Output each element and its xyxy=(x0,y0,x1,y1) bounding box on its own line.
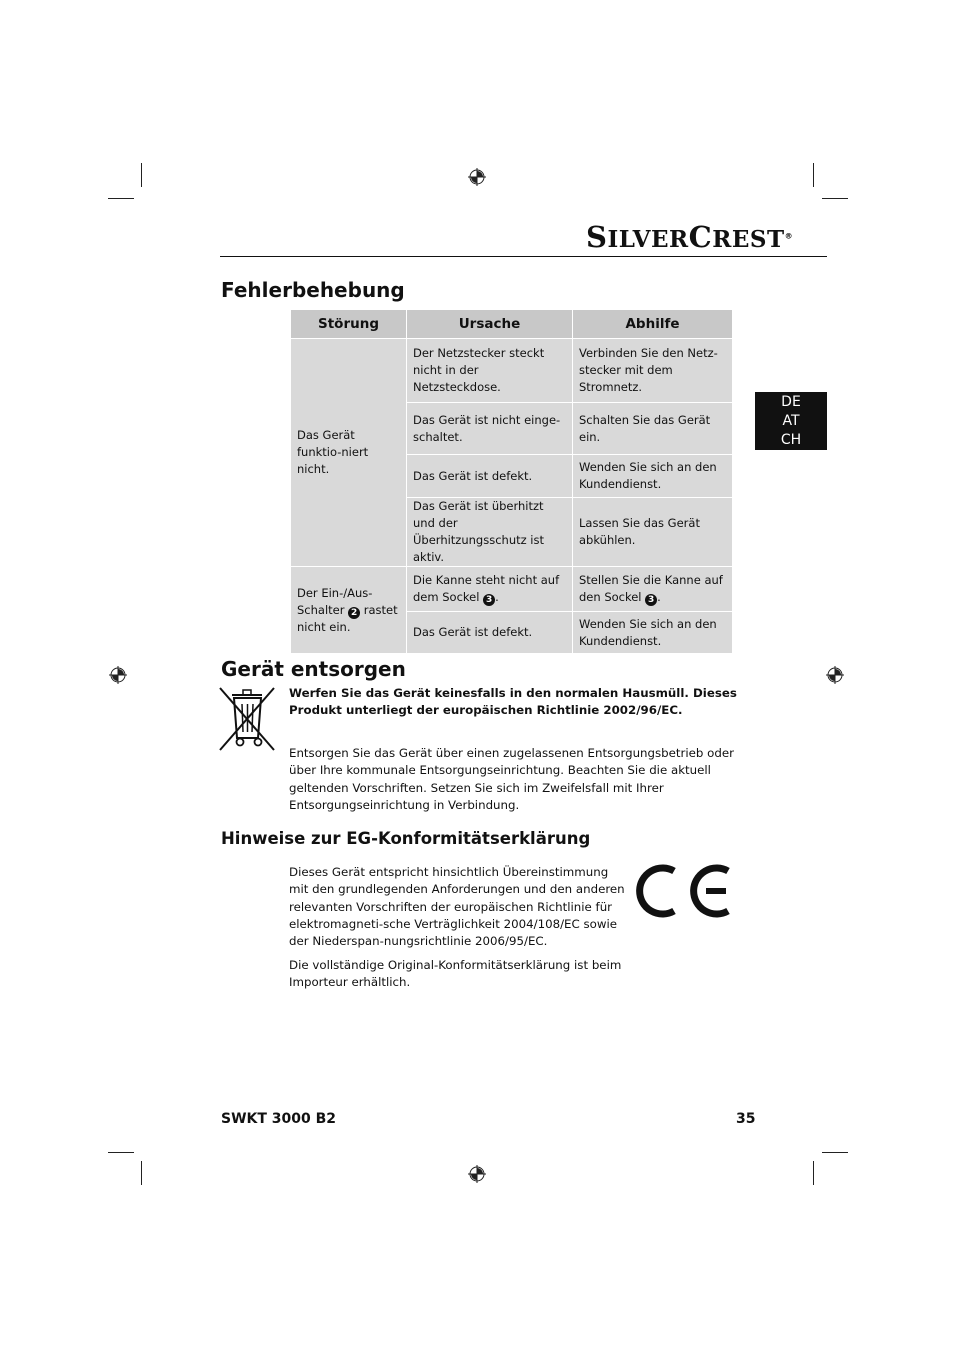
language-code: AT xyxy=(782,413,800,429)
registration-mark-icon xyxy=(468,1165,486,1183)
troubleshooting-title: Fehlerbehebung xyxy=(221,278,405,302)
remedy-cell: Lassen Sie das Gerät abkühlen. xyxy=(573,498,733,567)
remedy-cell: Schalten Sie das Gerät ein. xyxy=(573,403,733,455)
registration-mark-icon xyxy=(826,666,844,684)
conformity-paragraph: Dieses Gerät entspricht hinsichtlich Übereinstimmung mit den grundlegenden Anforderungen und den anderen relevanten Vorschriften der europäischen Richtlinie für elektromagneti-sche Verträglichkeit 2004/108/EC sowie der Niederspan-nungsrichtlinie 2006/95/EC. xyxy=(289,865,625,949)
language-code: CH xyxy=(780,432,802,448)
disposal-warning: Werfen Sie das Gerät keinesfalls in den normalen Hausmüll. Dieses Produkt unterliegt der europäischen Richtlinie 2002/96/EC. xyxy=(289,686,737,718)
crop-mark xyxy=(822,198,848,199)
remedy-cell: Stellen Sie die Kanne auf den Sockel 3 . xyxy=(573,567,733,612)
header-divider xyxy=(220,256,827,257)
page-number: 35 xyxy=(736,1111,756,1127)
fault-cell: Das Gerät funktio-niert nicht. xyxy=(291,339,407,567)
part-number-badge: 3 xyxy=(483,594,495,606)
cause-cell: Die Kanne steht nicht auf dem Sockel 3 . xyxy=(407,567,573,612)
crop-mark xyxy=(813,1161,814,1185)
remedy-cell: Verbinden Sie den Netz-stecker mit dem Stromnetz. xyxy=(573,339,733,403)
model-number: SWKT 3000 B2 xyxy=(221,1111,337,1127)
cause-cell: Das Gerät ist defekt. xyxy=(407,455,573,498)
part-number-badge: 2 xyxy=(348,607,360,619)
part-number-badge: 3 xyxy=(645,594,657,606)
conformity-paragraph: Die vollständige Original-Konformitätserklärung ist beim Importeur erhältlich. xyxy=(289,958,622,990)
cause-cell: Das Gerät ist defekt. xyxy=(407,612,573,654)
disposal-text: Entsorgen Sie das Gerät über einen zugelassenen Entsorgungsbetrieb oder über Ihre kommunale Entsorgungseinrichtung. Beachten Sie die aktuell geltenden Vorschriften. Setzen Sie sich im Zweifelsfall mit Ihrer Entsorgungseinrichtung in Verbindung. xyxy=(289,746,734,812)
cause-cell: Das Gerät ist überhitzt und der Überhitzungsschutz ist aktiv. xyxy=(407,498,573,567)
remedy-cell: Wenden Sie sich an den Kundendienst. xyxy=(573,455,733,498)
crop-mark xyxy=(141,1161,142,1185)
column-header: Störung xyxy=(291,310,407,339)
remedy-cell: Wenden Sie sich an den Kundendienst. xyxy=(573,612,733,654)
registration-mark-icon xyxy=(468,168,486,186)
language-code: DE xyxy=(781,394,801,410)
conformity-title: Hinweise zur EG-Konformitätserklärung xyxy=(221,829,591,848)
crop-mark xyxy=(141,163,142,187)
table-header-row xyxy=(291,310,733,339)
ce-mark-icon xyxy=(628,864,732,918)
language-tab xyxy=(755,392,827,450)
table-row xyxy=(291,567,733,612)
cause-cell: Der Netzstecker steckt nicht in der Netzsteckdose. xyxy=(407,339,573,403)
brand-logo: SILVERCREST® xyxy=(586,220,794,254)
table-row xyxy=(291,339,733,403)
column-header: Ursache xyxy=(407,310,573,339)
crop-mark xyxy=(108,198,134,199)
crop-mark xyxy=(108,1152,134,1153)
crop-mark xyxy=(813,163,814,187)
crossed-out-bin-icon xyxy=(218,686,276,752)
troubleshooting-table xyxy=(290,309,733,654)
disposal-title: Gerät entsorgen xyxy=(221,657,406,681)
column-header: Abhilfe xyxy=(573,310,733,339)
fault-cell: Der Ein-/Aus-Schalter 2 rastet nicht ein. xyxy=(291,567,407,654)
cause-cell: Das Gerät ist nicht einge-schaltet. xyxy=(407,403,573,455)
registration-mark-icon xyxy=(109,666,127,684)
crop-mark xyxy=(822,1152,848,1153)
